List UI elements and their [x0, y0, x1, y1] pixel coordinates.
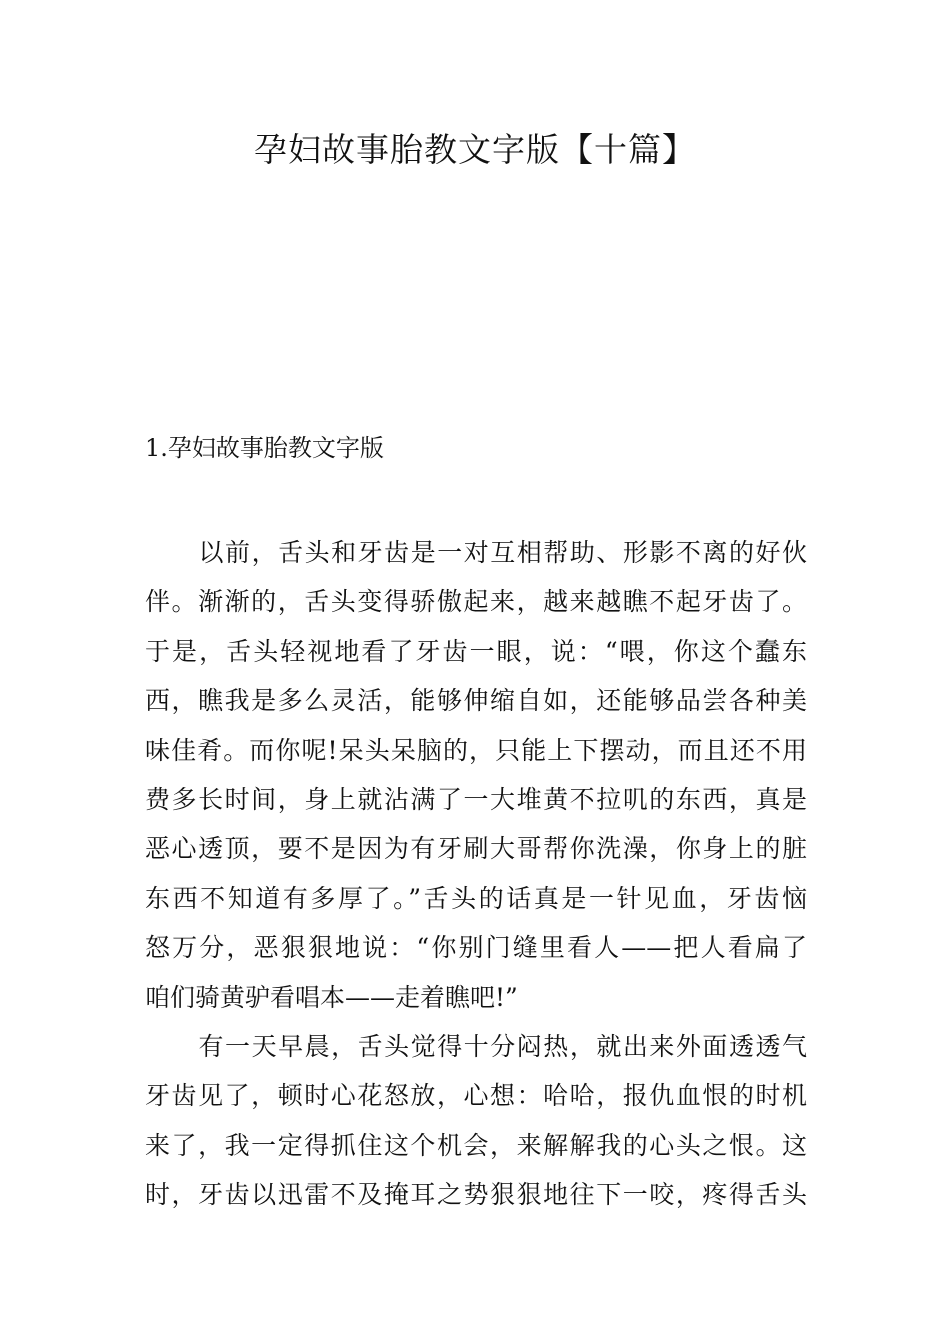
text-line: 有一天早晨，舌头觉得十分闷热，就出来外面透透气: [197, 1031, 807, 1061]
text-line: 费多长时间，身上就沾满了一大堆黄不拉叽的东西，真是: [145, 784, 807, 814]
text-line: 恶心透顶，要不是因为有牙刷大哥帮你洗澡，你身上的脏: [145, 834, 807, 864]
story-body: [145, 528, 807, 1219]
text-line: 时，牙齿以迅雷不及掩耳之势狠狠地往下一咬，疼得舌头: [145, 1180, 807, 1210]
paragraph: [145, 528, 807, 1022]
text-line: 伴。渐渐的，舌头变得骄傲起来，越来越瞧不起牙齿了。: [145, 587, 807, 617]
text-line: 咱们骑黄驴看唱本——走着瞧吧!”: [145, 982, 518, 1012]
paragraph: [145, 1022, 807, 1220]
text-line: 东西不知道有多厚了。”舌头的话真是一针见血，牙齿恼: [145, 883, 807, 913]
text-line: 来了，我一定得抓住这个机会，来解解我的心头之恨。这: [145, 1130, 807, 1160]
text-line: 怒万分，恶狠狠地说：“你别门缝里看人——把人看扁了: [145, 933, 807, 963]
text-line: 味佳肴。而你呢!呆头呆脑的，只能上下摆动，而且还不用: [145, 735, 807, 765]
section-heading: 1.孕妇故事胎教文字版: [145, 434, 384, 462]
document-title: 孕妇故事胎教文字版【十篇】: [254, 130, 696, 169]
text-line: 以前，舌头和牙齿是一对互相帮助、形影不离的好伙: [197, 538, 807, 567]
text-line: 于是，舌头轻视地看了牙齿一眼，说：“喂，你这个蠢东: [145, 636, 807, 666]
text-line: 牙齿见了，顿时心花怒放，心想：哈哈，报仇血恨的时机: [145, 1081, 807, 1111]
text-line: 西，瞧我是多么灵活，能够伸缩自如，还能够品尝各种美: [145, 686, 807, 716]
